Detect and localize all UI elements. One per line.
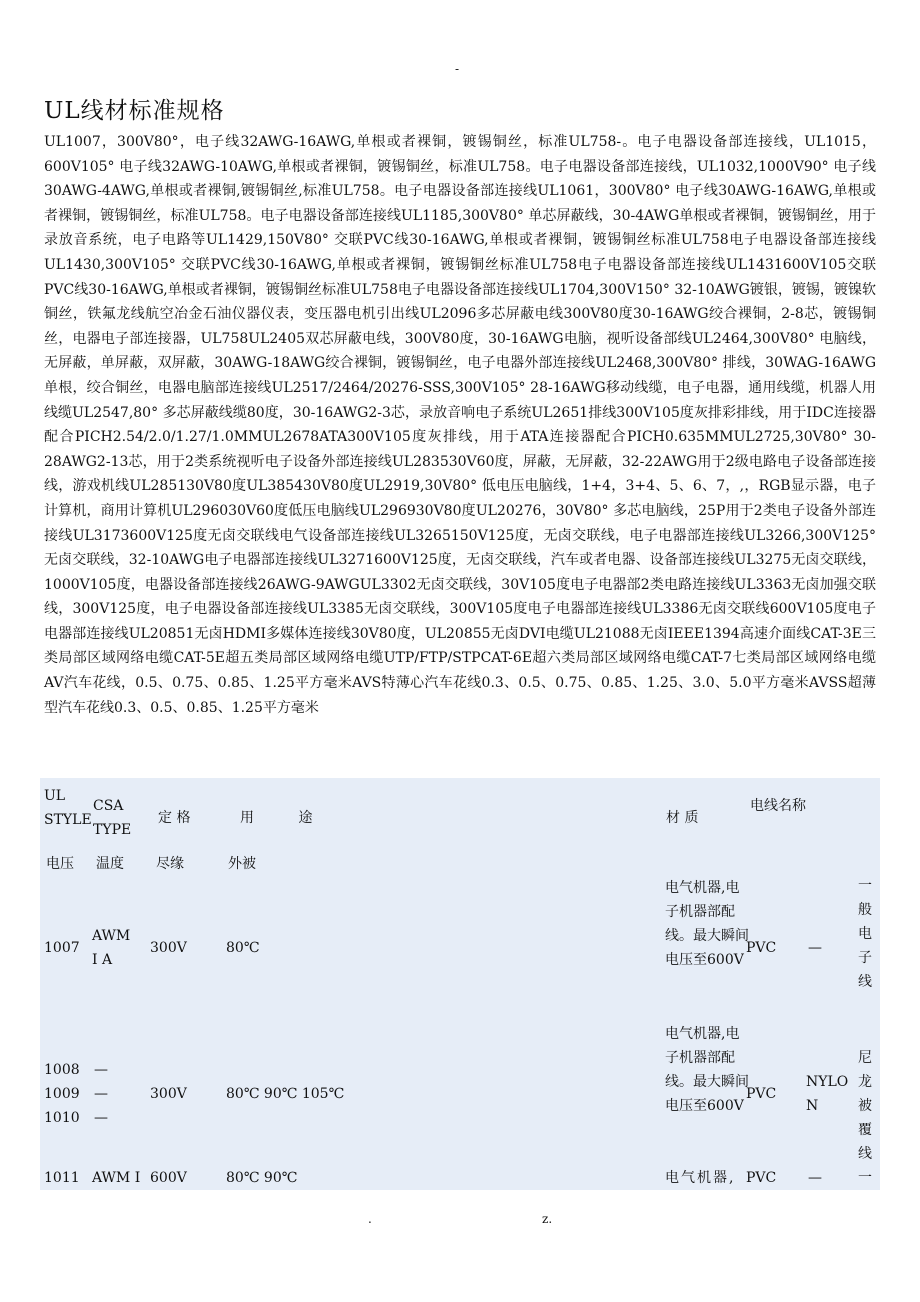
row-1008-name: 尼龙被覆线 xyxy=(858,1050,872,1162)
header-csa-type: CSA TYPE xyxy=(93,798,132,838)
document-body: UL1007，300V80°，电子线32AWG-16AWG,单根或者裸铜，镀锡铜丝，标准UL758-。电子电器设备部连接线，UL1015，600V105° 电子线32AWG-10AWG,单根或者裸铜，镀锡铜丝，标准UL758。电子电器设备部连接线，UL1032,1000V90° 电子线30AWG-4AWG,单根或者裸铜,镀锡铜丝,标准UL758。电子电器设备部连接线UL1061，300V80° 电子线30AWG-16AWG,单根或者裸铜，镀锡铜丝，标准UL758。电子电器设备部连接线UL1185,300V80° 单芯屏蔽线，30-4AWG单根或者裸铜，镀锡铜丝，用于录放音系统，电子电路等UL1429,150V80° 交联PVC线30-16AWG,单根或者裸铜，镀锡铜丝标准UL758电子电器设备部连接线UL1430,300V105° 交联PVC线30-16AWG,单根或者裸铜，镀锡铜丝标准UL758电子电器设备部连接线UL1431600V105交联PVC线30-16AWG,单根或者裸铜，镀锡铜丝标准UL758电子电器设备部连接线UL1704,300V150° 32-10AWG镀银，镀锡，镀镍软铜丝，铁氟龙线航空冶金石油仪器仪表，变压器电机引出线UL2096多芯屏蔽电线300V80度30-16AWG绞合裸铜，2-8芯，镀锡铜丝，电器电子部连接器，UL758UL2405双芯屏蔽电线，300V80度，30-16AWG电脑，视听设备部线UL2464,300V80° 电脑线，无屏蔽，单屏蔽，双屏蔽，30AWG-18AWG绞合裸铜，镀锡铜丝，电子电器外部连接线UL2468,300V80° 排线，30WAG-16AWG单根，绞合铜丝，电器电脑部连接线UL2517/2464/20276-SSS,300V105° 28-16AWG移动线缆，电子电器，通用线缆，机器人用线缆UL2547,80° 多芯屏蔽线缆80度，30-16AWG2-3芯，录放音响电子系统UL2651排线300V105度灰排彩排线，用于IDC连接器配合PICH2.54/2.0/1.27/1.0MMUL2678ATA300V105度灰排线，用于ATA连接器配合PICH0.635MMUL2725,30V80° 30-28AWG2-13芯，用于2类系统视听电子设备外部连接线UL283530V60度，屏蔽，无屏蔽，32-22AWG用于2级电路电子设备部连接线，游戏机线UL285130V80度UL385430V80度UL2919,30V80° 低电压电脑线，1+4，3+4、5、6、7，,，RGB显示器，电子计算机，商用计算机UL296030V60度低压电脑线UL296930V80度UL20276，30V80° 多芯电脑线，25P用于2类电子设备外部连接线UL3173600V125度无卤交联线电气设备部连接线UL3265150V125度，无卤交联线，电子电器部连接线UL3266,300V125° 无卤交联线，32-10AWG电子电器部连接线UL3271600V125度，无卤交联线，汽车或者电器、设备部连接线UL3275无卤交联线，1000V105度，电器设备部连接线26AWG-9AWGUL3302无卤交联线，30V105度电子电器部2类电路连接线UL3363无卤加强交联线，300V125度，电子电器设备部连接线UL3385无卤交联线，300V105度电子电器部连接线UL3386无卤交联线600V105度电子电器部连接线UL20851无卤HDMI多媒体连接线30V80度，UL20855无卤DVI电缆UL21088无卤IEEE1394高速介面线CAT-3E三类局部区域网络电缆CAT-5E超五类局部区域网络电缆UTP/FTP/STPCAT-6E超六类局部区域网络电缆CAT-7七类局部区域网络电缆AV汽车花线，0.5、0.75、0.85、1.25平方毫米AVS特薄心汽车花线0.3、0.5、0.75、0.85、1.25、3.0、5.0平方毫米AVSS超薄型汽车花线0.3、0.5、0.85、1.25平方毫米 xyxy=(44,134,876,716)
spec-table xyxy=(40,778,880,1190)
row-1011-jacket: — xyxy=(808,1170,822,1186)
header-ul-style: UL STYLE xyxy=(44,788,92,828)
row-1007-voltage: 300V xyxy=(150,940,187,956)
row-1008-ul: 1008 1009 1010 xyxy=(44,1062,80,1126)
row-1007-use: 电气机器,电子机器部配线。最大瞬间电压至600V xyxy=(665,880,749,968)
row-1008-material: PVC xyxy=(746,1086,777,1102)
row-1008-csa: — — — xyxy=(94,1062,108,1126)
row-1007-jacket: — xyxy=(808,940,822,956)
row-1007-name: 一般电子线 xyxy=(858,878,872,990)
row-1007-csa: AWM I A xyxy=(92,928,131,968)
header-material: 材 质 xyxy=(666,810,699,826)
row-1011-voltage: 600V xyxy=(150,1170,187,1186)
row-1011-ul: 1011 xyxy=(44,1170,80,1186)
row-1011-name: 一 xyxy=(858,1170,872,1186)
header-jacket: 外被 xyxy=(228,856,256,872)
row-1007-ul: 1007 xyxy=(44,940,80,956)
row-1008-use: 电气机器,电子机器部配线。最大瞬间电压至600V xyxy=(665,1026,749,1114)
footer-right-mark: z. xyxy=(542,1212,553,1226)
header-wire-name: 电线名称 xyxy=(750,798,806,814)
header-voltage: 电压 xyxy=(46,856,74,872)
footer-left-mark: . xyxy=(368,1212,372,1226)
row-1007-temp: 80℃ xyxy=(226,940,260,956)
header-mark: - xyxy=(455,62,460,76)
row-1011-material: PVC xyxy=(746,1170,777,1186)
row-1011-temp: 80℃ 90℃ xyxy=(226,1170,298,1186)
header-size: 尽缘 xyxy=(156,856,184,872)
header-usage: 用 途 xyxy=(240,810,313,826)
row-1008-voltage: 300V xyxy=(150,1086,187,1102)
row-1011-csa: AWM I xyxy=(92,1170,141,1186)
row-1011-use: 电气机器, xyxy=(665,1170,736,1186)
document-title: UL线材标准规格 xyxy=(44,98,225,124)
row-1008-jacket: NYLON xyxy=(806,1074,849,1114)
row-1008-temp: 80℃ 90℃ 105℃ xyxy=(226,1086,345,1102)
header-rating: 定 格 xyxy=(158,810,191,826)
header-temperature: 温度 xyxy=(96,856,124,872)
row-1007-material: PVC xyxy=(746,940,777,956)
